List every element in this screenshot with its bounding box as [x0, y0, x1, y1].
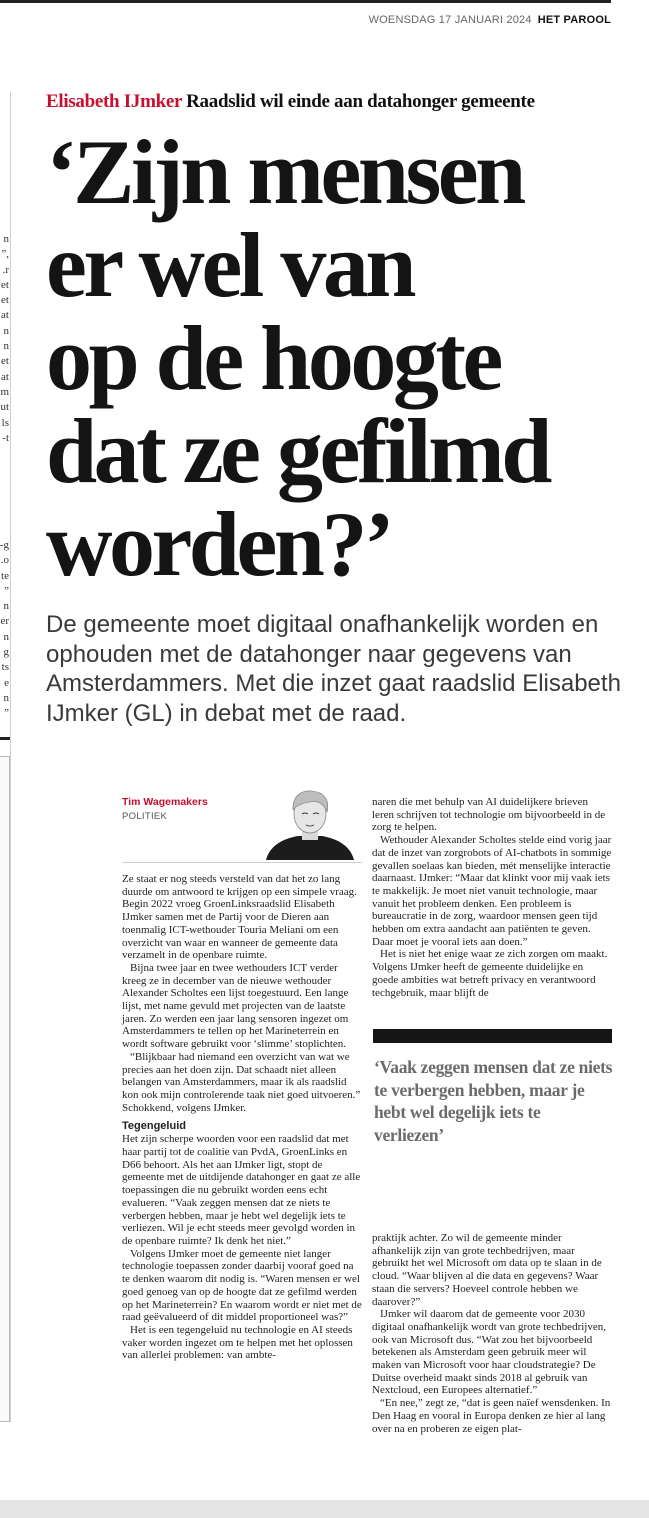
masthead-paper: HET PAROOL: [537, 14, 611, 26]
left-divider: [0, 737, 10, 740]
top-rule: [0, 0, 611, 3]
article-paragraph: Ze staat er nog steeds versteld van dat het zo lang duurde om antwoord te krijgen op een simpele vraag. Begin 2022 vroeg GroenLinksraadslid Elisabeth IJmker samen met de Partij voor de Dieren aan toenmalig ICT-wethouder Touria Meliani om een overzicht van waar en wanneer de gemeente data verzamelt in de openbare ruimte.: [122, 873, 357, 962]
article-paragraph: Het zijn scherpe woorden voor een raadslid dat met haar partij tot de coalitie van PvdA, GroenLinks en D66 behoort. Als het aan IJmker ligt, stopt de gemeente met de uitdijende datahonger en gaat ze alle toepassingen die nu gebruikt worden eens echt evalueren. “Vaak zeggen mensen dat ze niets te verbergen hebben, maar je hebt wel degelijk iets te verliezen. Wil je echt steeds meer gevolgd worden in de openbare ruimte? Ik denk het niet.”: [122, 1133, 361, 1247]
headline-line: dat ze gefilmd: [46, 400, 549, 502]
article-paragraph: Het is niet het enige waar ze zich zorgen om maakt. Volgens IJmker heeft de gemeente duidelijke en goede ambities wat betreft privacy en verantwoord techgebruik, maar blijft de: [372, 948, 608, 999]
kicker-name: Elisabeth IJmker: [46, 91, 183, 112]
headline-line: worden?’: [46, 493, 392, 595]
adjacent-article-fragments-top: n ,” r. et et at n n et at m ut ls t-: [0, 233, 9, 444]
article-paragraph: naren die met behulp van AI duidelijkere brieven leren schrijven tot technologie om bijvoorbeeld in de zorg te helpen.: [372, 796, 606, 834]
article-column-right-top: [372, 796, 612, 999]
article-paragraph: IJmker wil daarom dat de gemeente voor 2030 digitaal onafhankelijk wordt van grote techbedrijven, ook van Microsoft dus. “Wat zou het bijvoorbeeld betekenen als Amsterdam geen gebruik meer wil maken van Microsoft voor haar cloudstrategie? De Duitse overheid maakt sinds 2018 al gebruik van Nextcloud, een Europees alternatief.”: [372, 1308, 606, 1397]
article-paragraph: praktijk achter. Zo wil de gemeente minder afhankelijk zijn van grote techbedrijven, maar gebruikt het wel Microsoft om data op te slaan in de cloud. “Waar blijven al die data en gegevens? Waar staan die servers? Hoeveel controle hebben we daarover?”: [372, 1232, 602, 1308]
masthead: [369, 14, 611, 26]
pull-quote-bar: [373, 1029, 612, 1043]
kicker-subtitle: Raadslid wil einde aan datahonger gemeente: [186, 91, 535, 112]
masthead-date: WOENSDAG 17 JANUARI 2024: [368, 14, 532, 26]
left-column-rule: [10, 92, 11, 1422]
byline-author: Tim Wagemakers: [122, 796, 208, 808]
byline-rule: [122, 862, 362, 863]
page-bottom-band: [0, 1500, 649, 1518]
article-column-left: [122, 873, 362, 1362]
headline: [46, 121, 646, 595]
author-portrait: [262, 784, 358, 860]
kicker: [46, 91, 535, 113]
article-paragraph: Volgens IJmker moet de gemeente niet langer technologie toepassen zonder daarbij vooraf goed na te denken waarom dit nodig is. “Waren mensen er wel goed genoeg van op de hoogte dat ze gefilmd werden op het Marineterrein? En waarom wordt er niet met de raad geëvalueerd of dit middel proportioneel was?”: [122, 1247, 362, 1324]
headline-line: op de hoogte: [46, 307, 500, 409]
article-paragraph: “En nee,” zegt ze, “dat is geen naïef wensdenken. In Den Haag en vooral in Europa denken ze hier al lang over na en proberen ze eigen plat-: [372, 1397, 611, 1435]
article-paragraph: Het is een tegengeluid nu technologie en AI steeds vaker worden ingezet om te helpen met het oplossen van allerlei problemen: van ambte-: [122, 1323, 353, 1362]
byline-section: POLITIEK: [122, 811, 168, 822]
intro-lead: De gemeente moet digitaal onafhankelijk worden en ophouden met de datahonger naar gegevens van Amsterdammers. Met die inzet gaat raadslid Elisabeth IJmker (GL) in debat met de raad.: [46, 611, 621, 727]
adjacent-article-fragments-bottom: g- o. te ” n er n g ts e n ”: [0, 539, 9, 720]
article-paragraph: Wethouder Alexander Scholtes stelde eind vorig jaar dat de inzet van zorgrobots of AI-chatbots in sommige gevallen soelaas kan bieden, mét menselijke interactie daarnaast. IJmker: “Maar dat klinkt voor mij vaak iets te makkelijk. Je moet niet vanuit technologie, maar vanuit het probleem denken. Een probleem is bureaucratie in de zorg, waardoor mensen geen tijd hebben om extra aandacht aan patiënten te geven. Daar moet je vooral iets aan doen.”: [372, 834, 612, 948]
article-column-right-bottom: [372, 1232, 612, 1435]
pull-quote: ‘Vaak zeggen mensen dat ze niets te verbergen hebben, maar je hebt wel degelijk iets te verliezen’: [374, 1057, 613, 1145]
subheading: Tegengeluid: [122, 1120, 186, 1133]
article-paragraph: Bijna twee jaar en twee wethouders ICT verder kreeg ze in december van de nieuwe wethouder Alexander Scholtes een lijst toegestuurd. Een lange lijst, met name gevuld met projecten van de laatste jaren. Zo werden een jaar lang sensoren ingezet om Amsterdammers te tellen op het Marineterrein en wordt software gebruikt voor ‘slimme’ stoplichten.: [122, 961, 349, 1051]
headline-line: er wel van: [46, 214, 414, 316]
article-paragraph: “Blijkbaar had niemand een overzicht van wat we precies aan het doen zijn. Dat schaadt niet alleen belangen van Amsterdammers, maar ik als raadslid kon ook mijn controlerende taak niet goed uitvoeren.” Schokkend, volgens IJmker.: [122, 1050, 361, 1114]
adjacent-article-frame: [0, 756, 10, 1422]
headline-line: ‘Zijn mensen: [46, 121, 523, 223]
